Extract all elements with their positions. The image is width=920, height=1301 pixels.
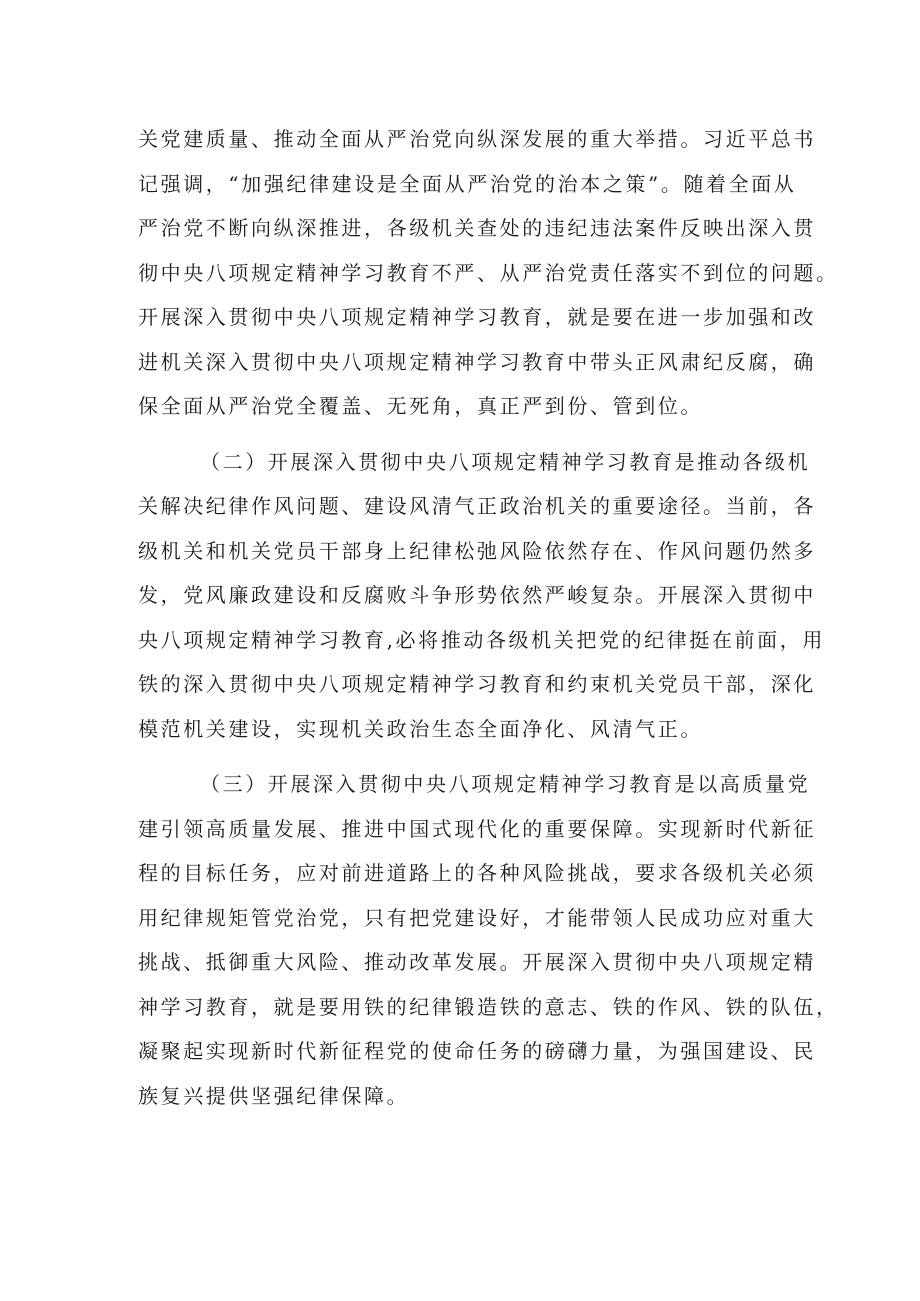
text-line: 严治党不断向纵深推进，各级机关查处的违纪违法案件反映出深入贯 — [138, 216, 816, 240]
text-line: 模范机关建设，实现机关政治生态全面净化、风清气正。 — [138, 716, 703, 741]
text-line: 程的目标任务，应对前进道路上的各种风险挑战，要求各级机关必须 — [138, 861, 816, 885]
text-line: 发，党风廉政建设和反腐败斗争形势依然严峻复杂。开展深入贯彻中 — [138, 583, 816, 607]
text-line: 记强调，“加强纪律建设是全面从严治党的治本之策”。随着全面从 — [138, 171, 797, 196]
paragraph-2 — [138, 440, 825, 752]
text-line: 关党建质量、推动全面从严治党向纵深发展的重大举措。习近平总书 — [138, 127, 816, 151]
text-line-first: （三）开展深入贯彻中央八项规定精神学习教育是以高质量党 — [200, 772, 811, 796]
text-line: 用纪律规矩管党治党，只有把党建设好，才能带领人民成功应对重大 — [138, 905, 816, 930]
text-line: 彻中央八项规定精神学习教育不严、从严治党责任落实不到位的问题。 — [138, 260, 839, 285]
paragraph-spacer — [138, 429, 800, 440]
text-line: 关解决纪律作风问题、建设风清气正政治机关的重要途径。当前，各 — [138, 494, 816, 518]
text-line: 级机关和机关党员干部身上纪律松弛风险依然存在、作风问题仍然多 — [138, 538, 816, 563]
paragraph-1 — [138, 117, 839, 429]
text-line: 进机关深入贯彻中央八项规定精神学习教育中带头正风肃纪反腐，确 — [138, 349, 816, 374]
paragraph-spacer — [138, 751, 800, 762]
text-line: 凝聚起实现新时代新征程党的使命任务的磅礴力量，为强国建设、民 — [138, 1039, 816, 1063]
paragraph-3 — [138, 762, 839, 1118]
text-line: 开展深入贯彻中央八项规定精神学习教育，就是要在进一步加强和改 — [138, 305, 816, 329]
text-line: 建引领高质量发展、推进中国式现代化的重要保障。实现新时代新征 — [138, 816, 816, 841]
document-body — [138, 117, 839, 1118]
text-line: 族复兴提供坚强纪律保障。 — [138, 1083, 410, 1108]
text-line-first: （二）开展深入贯彻中央八项规定精神学习教育是推动各级机 — [200, 449, 811, 474]
text-line: 铁的深入贯彻中央八项规定精神学习教育和约束机关党员干部，深化 — [138, 672, 816, 696]
text-line: 挑战、抵御重大风险、推动改革发展。开展深入贯彻中央八项规定精 — [138, 950, 816, 974]
text-line: 神学习教育，就是要用铁的纪律锻造铁的意志、铁的作风、铁的队伍， — [138, 994, 839, 1019]
text-line: 保全面从严治党全覆盖、无死角，真正严到份、管到位。 — [138, 394, 703, 418]
text-line: 央八项规定精神学习教育,必将推动各级机关把党的纪律挺在前面，用 — [138, 627, 825, 652]
